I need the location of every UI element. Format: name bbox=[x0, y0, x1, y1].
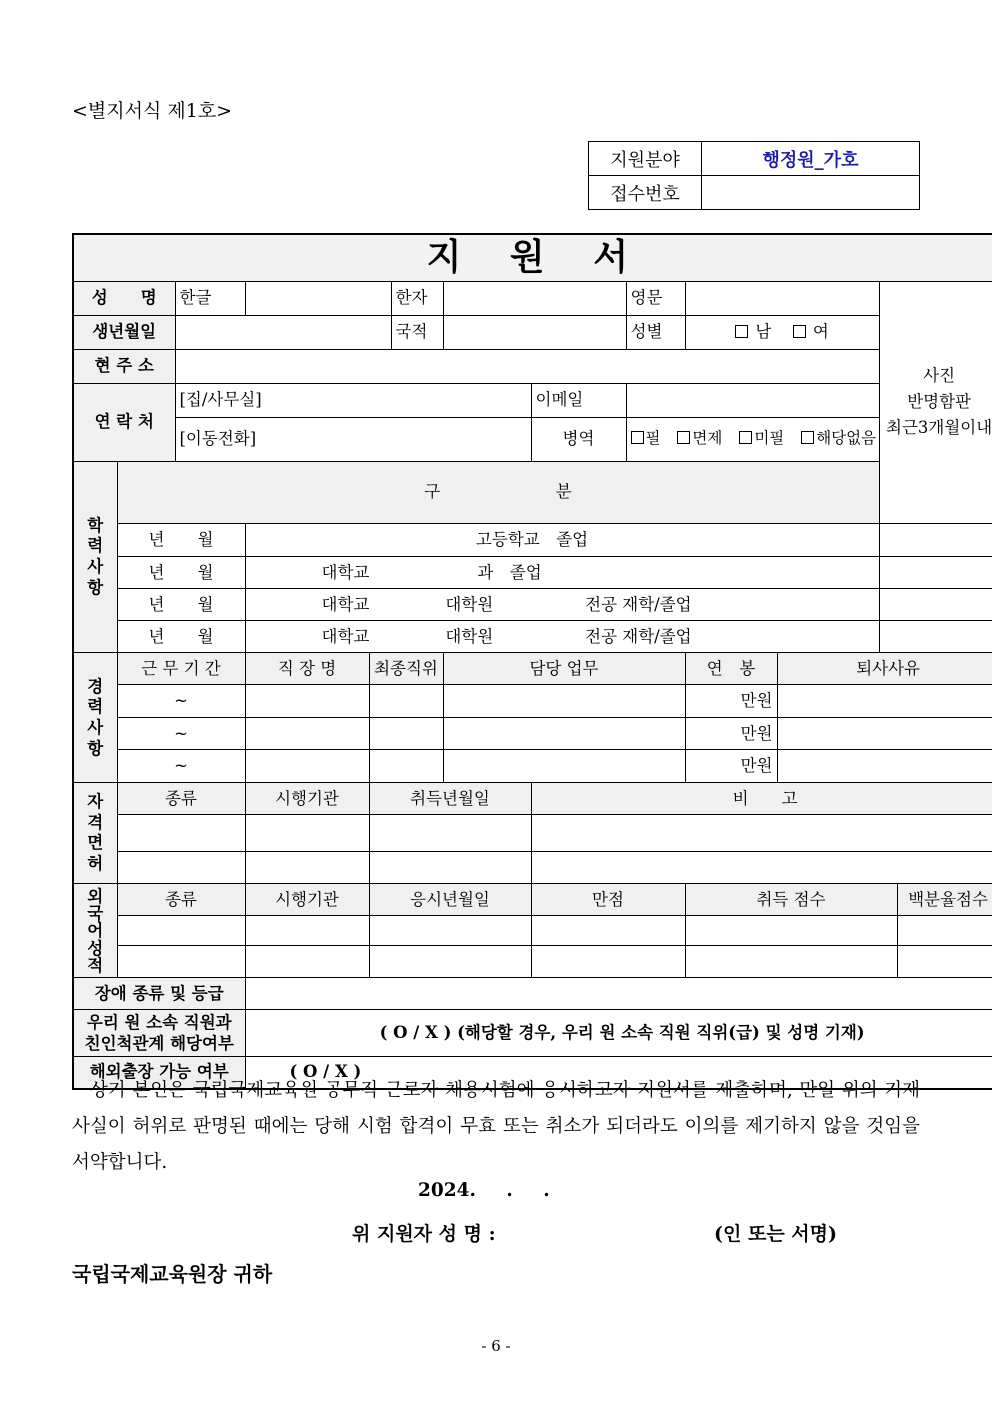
license-row1-issuer[interactable] bbox=[245, 815, 369, 852]
female-checkbox[interactable] bbox=[793, 325, 806, 338]
photo-line-3: 최근3개월이내 bbox=[886, 418, 992, 438]
military-done-label: 필 bbox=[645, 429, 661, 448]
photo-box[interactable] bbox=[879, 281, 992, 524]
gender-label: 성별 bbox=[626, 315, 685, 349]
field-label: 지원분야 bbox=[589, 142, 702, 176]
form-title: 지 원 서 bbox=[73, 234, 992, 281]
language-score-header: 취득 점수 bbox=[685, 884, 897, 916]
address-field[interactable] bbox=[175, 349, 879, 383]
language-row2-max[interactable] bbox=[531, 946, 685, 978]
license-issuer-header: 시행기관 bbox=[245, 783, 369, 815]
photo-line-1: 사진 bbox=[923, 366, 956, 386]
pledge-text: 상기 본인은 국립국제교육원 공무직 근로자 채용시험에 응시하고자 지원서를 제출하며, 만일 위의 기재 사실이 허위로 판명된 때에는 당해 시험 합격이 무효 또는 취소가 되더라도 이의를 제기하지 않을 것임을 서약합니다. bbox=[72, 1080, 920, 1173]
language-percent-header: 백분율점수 bbox=[897, 884, 992, 916]
license-note-header: 비 고 bbox=[531, 783, 992, 815]
career-salary-header: 연 봉 bbox=[685, 653, 777, 685]
gender-options bbox=[685, 315, 879, 349]
male-label: 남 bbox=[755, 321, 772, 341]
military-done-checkbox[interactable] bbox=[631, 431, 644, 444]
edu-row2-yearmonth[interactable]: 년 월 bbox=[117, 557, 245, 589]
male-checkbox[interactable] bbox=[735, 325, 748, 338]
career-row1-reason[interactable] bbox=[777, 685, 992, 718]
addressee: 국립국제교육원장 귀하 bbox=[72, 1262, 273, 1286]
language-row2-type[interactable] bbox=[117, 946, 245, 978]
career-row3-salary[interactable]: 만원 bbox=[685, 750, 777, 783]
license-row2-issuer[interactable] bbox=[245, 852, 369, 884]
language-row1-type[interactable] bbox=[117, 916, 245, 946]
female-label: 여 bbox=[812, 321, 829, 341]
license-row1-date[interactable] bbox=[369, 815, 531, 852]
edu-row4-degree[interactable] bbox=[879, 621, 992, 653]
name-label: 성 명 bbox=[73, 281, 175, 315]
language-row2-percent[interactable] bbox=[897, 946, 992, 978]
photo-line-2: 반명함판 bbox=[907, 392, 971, 412]
language-row2-date[interactable] bbox=[369, 946, 531, 978]
mobile-field[interactable]: [이동전화] bbox=[175, 417, 531, 461]
form-number: <별지서식 제1호> bbox=[72, 100, 233, 122]
language-row2-score[interactable] bbox=[685, 946, 897, 978]
edu-row1-degree[interactable] bbox=[879, 524, 992, 557]
application-form bbox=[72, 233, 992, 1090]
career-row1-duty[interactable] bbox=[443, 685, 685, 718]
license-row1-type[interactable] bbox=[117, 815, 245, 852]
edu-row1-school[interactable]: 고등학교 졸업 bbox=[245, 524, 879, 557]
contact-label: 연 락 처 bbox=[73, 383, 175, 461]
hangul-name-field[interactable] bbox=[245, 281, 391, 315]
license-row2-type[interactable] bbox=[117, 852, 245, 884]
edu-row4-yearmonth[interactable]: 년 월 bbox=[117, 621, 245, 653]
disability-field[interactable] bbox=[245, 978, 992, 1010]
birth-label: 생년월일 bbox=[73, 315, 175, 349]
military-exempt-checkbox[interactable] bbox=[677, 431, 690, 444]
overseas-field[interactable]: ( O / X ) bbox=[245, 1057, 992, 1089]
english-label: 영문 bbox=[626, 281, 685, 315]
edu-row4-school[interactable]: 대학교 대학원 전공 재학/졸업 bbox=[245, 621, 879, 653]
edu-row3-yearmonth[interactable]: 년 월 bbox=[117, 589, 245, 621]
edu-row3-degree[interactable] bbox=[879, 589, 992, 621]
career-reason-header: 퇴사사유 bbox=[777, 653, 992, 685]
relation-label: 우리 원 소속 직원과 친인척관계 해당여부 bbox=[73, 1010, 245, 1057]
signature-note: (인 또는 서명) bbox=[714, 1223, 837, 1245]
language-issuer-header: 시행기관 bbox=[245, 884, 369, 916]
career-row1-salary[interactable]: 만원 bbox=[685, 685, 777, 718]
email-label: 이메일 bbox=[531, 383, 626, 417]
military-undone-label: 미필 bbox=[754, 429, 785, 448]
address-label: 현 주 소 bbox=[73, 349, 175, 383]
field-value[interactable]: 행정원_가호 bbox=[702, 142, 920, 176]
receipt-box bbox=[588, 141, 920, 210]
career-row1-company[interactable] bbox=[245, 685, 369, 718]
language-date-header: 응시년월일 bbox=[369, 884, 531, 916]
career-row3-position[interactable] bbox=[369, 750, 443, 783]
edu-row3-school[interactable]: 대학교 대학원 전공 재학/졸업 bbox=[245, 589, 879, 621]
career-row2-duty[interactable] bbox=[443, 718, 685, 750]
license-date-header: 취득년월일 bbox=[369, 783, 531, 815]
military-label: 병역 bbox=[531, 417, 626, 461]
career-row1-period[interactable]: ~ bbox=[117, 685, 245, 718]
military-options bbox=[626, 417, 879, 461]
education-side-label: 학 력 사 항 bbox=[73, 461, 117, 653]
career-period-header: 근 무 기 간 bbox=[117, 653, 245, 685]
license-row2-date[interactable] bbox=[369, 852, 531, 884]
hanja-name-field[interactable] bbox=[443, 281, 626, 315]
license-row1-note[interactable] bbox=[531, 815, 992, 852]
language-row1-date[interactable] bbox=[369, 916, 531, 946]
career-row3-duty[interactable] bbox=[443, 750, 685, 783]
language-side-label: 외 국 어 성 적 bbox=[73, 884, 117, 978]
career-row3-reason[interactable] bbox=[777, 750, 992, 783]
career-company-header: 직 장 명 bbox=[245, 653, 369, 685]
career-row1-position[interactable] bbox=[369, 685, 443, 718]
career-row2-period[interactable]: ~ bbox=[117, 718, 245, 750]
date-line[interactable]: 2024. . . bbox=[418, 1180, 550, 1201]
hanja-label: 한자 bbox=[391, 281, 443, 315]
receipt-number-label: 접수번호 bbox=[589, 176, 702, 210]
language-type-header: 종류 bbox=[117, 884, 245, 916]
license-side-label: 자 격 면 허 bbox=[73, 783, 117, 884]
receipt-number-field[interactable] bbox=[702, 176, 920, 210]
career-duty-header: 담당 업무 bbox=[443, 653, 685, 685]
career-row2-position[interactable] bbox=[369, 718, 443, 750]
language-row1-max[interactable] bbox=[531, 916, 685, 946]
career-row2-salary[interactable]: 만원 bbox=[685, 718, 777, 750]
language-row2-issuer[interactable] bbox=[245, 946, 369, 978]
birth-field[interactable] bbox=[175, 315, 391, 349]
relation-field[interactable]: ( O / X ) (해당할 경우, 우리 원 소속 직원 직위(급) 및 성명 기재) bbox=[245, 1010, 992, 1057]
military-undone-checkbox[interactable] bbox=[739, 431, 752, 444]
career-row3-period[interactable]: ~ bbox=[117, 750, 245, 783]
signature-line[interactable]: 위 지원자 성 명 : bbox=[352, 1223, 496, 1245]
edu-row2-school[interactable]: 대학교 과 졸업 bbox=[245, 557, 879, 589]
page-number: - 6 - bbox=[481, 1337, 511, 1355]
nationality-label: 국적 bbox=[391, 315, 443, 349]
military-na-checkbox[interactable] bbox=[801, 431, 814, 444]
english-name-field[interactable] bbox=[685, 281, 879, 315]
military-na-label: 해당없음 bbox=[816, 429, 877, 448]
education-category-header: 구 분 bbox=[117, 461, 879, 524]
nationality-field[interactable] bbox=[443, 315, 626, 349]
language-row1-issuer[interactable] bbox=[245, 916, 369, 946]
language-row1-percent[interactable] bbox=[897, 916, 992, 946]
career-position-header: 최종직위 bbox=[369, 653, 443, 685]
language-row1-score[interactable] bbox=[685, 916, 897, 946]
edu-row2-degree[interactable] bbox=[879, 557, 992, 589]
career-side-label: 경 력 사 항 bbox=[73, 653, 117, 783]
email-field[interactable] bbox=[626, 383, 879, 417]
home-phone-field[interactable]: [집/사무실] bbox=[175, 383, 531, 417]
career-row2-company[interactable] bbox=[245, 718, 369, 750]
edu-row1-yearmonth[interactable]: 년 월 bbox=[117, 524, 245, 557]
license-row2-note[interactable] bbox=[531, 852, 992, 884]
overseas-label: 해외출장 가능 여부 bbox=[73, 1057, 245, 1089]
hangul-label: 한글 bbox=[175, 281, 245, 315]
career-row3-company[interactable] bbox=[245, 750, 369, 783]
career-row2-reason[interactable] bbox=[777, 718, 992, 750]
license-type-header: 종류 bbox=[117, 783, 245, 815]
language-max-header: 만점 bbox=[531, 884, 685, 916]
disability-label: 장애 종류 및 등급 bbox=[73, 978, 245, 1010]
military-exempt-label: 면제 bbox=[692, 429, 723, 448]
